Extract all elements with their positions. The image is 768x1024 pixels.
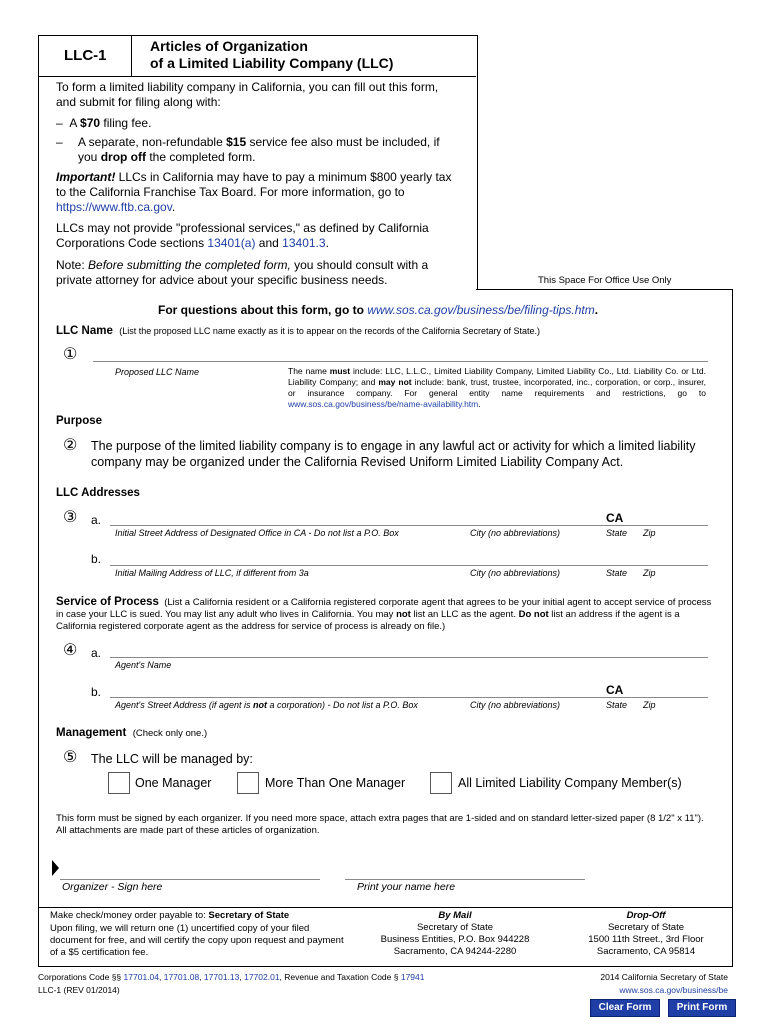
- mailing-address-field[interactable]: [110, 565, 708, 566]
- agent-address-field[interactable]: [110, 697, 708, 698]
- proposed-llc-name-field[interactable]: [93, 361, 708, 362]
- management-instruction: (Check only one.): [132, 728, 208, 739]
- purpose-statement: The purpose of the limited liability company is to engage in any lawful act or activity for which a limited liability company may be organized under the California Revised Uniform Limited Liability Company Act.: [91, 439, 696, 469]
- one-manager-checkbox[interactable]: [108, 772, 130, 794]
- agent-b-letter: b.: [91, 685, 102, 699]
- title-line-1: Articles of Organization: [150, 38, 308, 54]
- drop-line-3: Sacramento, CA 95814: [596, 946, 696, 957]
- more-than-one-manager-checkbox[interactable]: [237, 772, 259, 794]
- ftb-link[interactable]: https://www.ftb.ca.gov: [56, 200, 172, 214]
- important-paragraph: Important! LLCs in California may have to pay a minimum $800 yearly tax to the California Franchise Tax Board. For more information, go to https://www.ftb.ca.gov.: [56, 170, 452, 214]
- code-17941-link[interactable]: 17941: [400, 972, 425, 982]
- code-17702-01-link[interactable]: 17702.01: [244, 972, 280, 982]
- all-members-label: All Limited Liability Company Member(s): [458, 776, 682, 790]
- by-mail-block: [360, 910, 550, 958]
- organizer-signature-field[interactable]: [60, 879, 320, 880]
- mailing-address-label: Initial Mailing Address of LLC, if different from 3a: [115, 568, 309, 578]
- management-heading: Management: [56, 727, 127, 739]
- sign-here-arrow-icon: [52, 860, 59, 876]
- title-line-2: of a Limited Liability Company (LLC): [150, 55, 394, 71]
- mail-line-2: Business Entities, P.O. Box 944228: [380, 934, 530, 945]
- form-code: LLC-1: [64, 47, 107, 64]
- agent-city-label: City (no abbreviations): [470, 700, 561, 710]
- office-address-field[interactable]: [110, 525, 708, 526]
- form-title: [150, 38, 393, 72]
- code-17701-13-link[interactable]: 17701.13: [203, 972, 240, 982]
- organizer-print-name-field[interactable]: [345, 879, 585, 880]
- filing-copy-info: Upon filing, we will return one (1) uncertified copy of your filed document for free, and will certify the copy upon request and payment of a $5 certification fee.: [50, 923, 344, 958]
- office-city-label: City (no abbreviations): [470, 528, 561, 538]
- print-name-label: Print your name here: [357, 881, 456, 893]
- llc-name-heading-row: [56, 325, 540, 337]
- mailing-zip-label: Zip: [643, 568, 656, 578]
- proposed-llc-name-label: Proposed LLC Name: [115, 367, 200, 377]
- agent-state-label: State: [606, 700, 628, 710]
- office-use-label: This Space For Office Use Only: [538, 275, 672, 286]
- statute-citations: Corporations Code §§ 17701.04, 17701.08, 17701.13, 17702.01, Revenue and Taxation Code § 17941: [38, 972, 425, 982]
- agent-state-value: CA: [606, 683, 624, 697]
- mailing-state-label: State: [606, 568, 628, 578]
- address-3a-state-value: CA: [606, 511, 624, 525]
- one-manager-label: One Manager: [135, 776, 212, 790]
- print-form-button[interactable]: Print Form: [668, 999, 736, 1017]
- step-2-marker: ②: [63, 437, 78, 454]
- name-availability-link[interactable]: www.sos.ca.gov/business/be/name-availability.htm: [288, 399, 479, 409]
- management-heading-row: [56, 727, 207, 739]
- mail-line-3: Sacramento, CA 94244-2280: [393, 946, 517, 957]
- purpose-heading: Purpose: [56, 415, 103, 427]
- main-top-border: [476, 289, 732, 290]
- agent-name-label: Agent's Name: [115, 660, 172, 670]
- office-zip-label: Zip: [643, 528, 656, 538]
- step-3-marker: ③: [63, 509, 78, 526]
- by-mail-heading: By Mail: [438, 910, 472, 921]
- drop-line-2: 1500 11th Street., 3rd Floor: [588, 934, 704, 945]
- clear-form-button[interactable]: Clear Form: [590, 999, 660, 1017]
- code-13401-3-link[interactable]: 13401.3: [282, 236, 326, 250]
- form-revision: LLC-1 (REV 01/2014): [38, 985, 120, 995]
- name-requirements-note: The name must include: LLC, L.L.C., Limited Liability Company, Limited Liability Co., Ltd. Liability Co. or Ltd. Liability Company; and may not include: bank, trust, trustee, incorporated, inc., corporation, or corp., insurer, or insurance company. For general entity name requirements and restrictions, go to www.sos.ca.gov/business/be/name-availability.htm.: [288, 366, 707, 409]
- step-1-marker: ①: [63, 346, 78, 363]
- drop-off-block: [572, 910, 720, 958]
- address-3a-letter: a.: [91, 513, 102, 527]
- agent-a-letter: a.: [91, 646, 102, 660]
- step-4-marker: ④: [63, 642, 78, 659]
- fee-item-1: – A $70 filing fee.: [56, 116, 152, 130]
- llc-name-instruction: (List the proposed LLC name exactly as it is to appear on the records of the California Secretary of State.): [119, 326, 540, 336]
- organizer-sign-label: Organizer - Sign here: [62, 881, 163, 893]
- drop-line-1: Secretary of State: [607, 922, 685, 933]
- filing-tips-link[interactable]: www.sos.ca.gov/business/be/filing-tips.htm: [367, 303, 595, 317]
- service-of-process-paragraph: Service of Process (List a California resident or a California registered corporate agent that agrees to be your initial agent to accept service of process in case your LLC is sued. You may list any adult who lives in California. You may not list an LLC as the agent. Do not list an address if the agent is a California registered corporate agent as the address for service of process is already on file.): [56, 596, 712, 632]
- more-than-one-manager-label: More Than One Manager: [265, 776, 406, 790]
- all-members-checkbox[interactable]: [430, 772, 452, 794]
- agent-name-field[interactable]: [110, 657, 708, 658]
- header-vertical-divider: [131, 35, 132, 76]
- addresses-heading: LLC Addresses: [56, 487, 140, 499]
- managed-by-text: The LLC will be managed by:: [91, 752, 253, 766]
- sos-business-link[interactable]: www.sos.ca.gov/business/be: [619, 985, 728, 995]
- signature-instructions: This form must be signed by each organizer. If you need more space, attach extra pages that are 1-sided and on standard letter-sized paper (8 1/2" x 11"). All attachments are made part of these articles of organization.: [56, 813, 704, 836]
- code-13401a-link[interactable]: 13401(a): [207, 236, 256, 250]
- code-17701-04-link[interactable]: 17701.04: [123, 972, 159, 982]
- questions-line: For questions about this form, go to www.sos.ca.gov/business/be/filing-tips.htm.: [158, 303, 599, 317]
- agent-zip-label: Zip: [643, 700, 656, 710]
- office-state-label: State: [606, 528, 628, 538]
- office-address-label: Initial Street Address of Designated Office in CA - Do not list a P.O. Box: [115, 528, 399, 538]
- note-paragraph: Note: Before submitting the completed form, you should consult with a private attorney for advice about your specific business needs.: [56, 258, 429, 287]
- payable-line: Make check/money order payable to: Secretary of State: [50, 910, 290, 921]
- mailing-city-label: City (no abbreviations): [470, 568, 561, 578]
- copyright-line: 2014 California Secretary of State: [600, 972, 728, 982]
- professional-services-paragraph: LLCs may not provide "professional services," as defined by California Corporations Code sections 13401(a) and 13401.3.: [56, 221, 429, 250]
- service-of-process-heading: Service of Process: [56, 596, 159, 608]
- fee-item-2: – A separate, non-refundable $15 service fee also must be included, if you drop off the completed form.: [56, 135, 440, 164]
- address-3b-letter: b.: [91, 552, 102, 566]
- llc-name-heading: LLC Name: [56, 325, 113, 337]
- header-divider: [38, 76, 476, 77]
- drop-off-heading: Drop-Off: [626, 910, 666, 921]
- step-5-marker: ⑤: [63, 749, 78, 766]
- agent-address-label: Agent's Street Address (if agent is not a corporation) - Do not list a P.O. Box: [115, 700, 418, 710]
- intro-paragraph: To form a limited liability company in California, you can fill out this form, and submit for filing along with:: [56, 80, 439, 109]
- code-17701-08-link[interactable]: 17701.08: [163, 972, 200, 982]
- mail-line-1: Secretary of State: [416, 922, 494, 933]
